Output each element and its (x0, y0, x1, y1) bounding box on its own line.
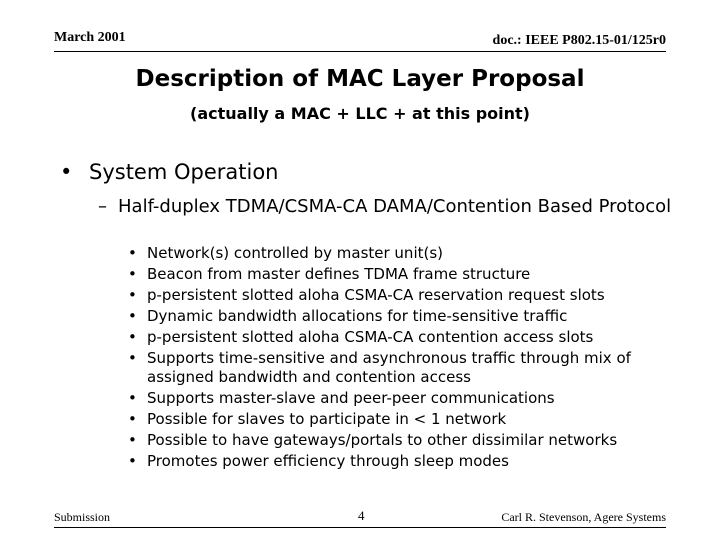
bullet-text: Promotes power efficiency through sleep modes (147, 452, 509, 470)
slide-subtitle: (actually a MAC + LLC + at this point) (190, 104, 530, 123)
header-rule (54, 51, 666, 52)
bullet-dot-icon: • (128, 286, 137, 304)
bullet-dot-icon: • (128, 328, 137, 346)
level1-text: System Operation (89, 160, 279, 184)
bullet-text: Beacon from master defines TDMA frame structure (147, 265, 531, 283)
bullet-text: Supports time-sensitive and asynchronous traffic through mix of assigned bandwidth and contention access (147, 349, 631, 386)
bullet-text: Possible to have gateways/portals to other dissimilar networks (147, 431, 618, 449)
slide-title: Description of MAC Layer Proposal (135, 66, 585, 92)
bullet-dot-icon: • (128, 307, 137, 325)
bullet-text: Possible for slaves to participate in < 1 network (147, 410, 507, 428)
list-item (128, 452, 688, 471)
bullet-text: Supports master-slave and peer-peer communications (147, 389, 555, 407)
bullet-dot-icon: • (128, 265, 137, 283)
list-item (128, 307, 688, 326)
footer-author: Carl R. Stevenson, Agere Systems (501, 510, 666, 524)
bullet-text: p-persistent slotted aloha CSMA-CA reservation request slots (147, 286, 605, 304)
page-number: 4 (358, 508, 365, 523)
level2-dash-icon: – (98, 196, 107, 217)
bullet-dot-icon: • (128, 244, 137, 262)
list-item (128, 286, 688, 305)
bullet-dot-icon: • (128, 410, 137, 428)
level2-text: Half-duplex TDMA/CSMA-CA DAMA/Contention Based Protocol (118, 196, 672, 217)
list-item (128, 431, 688, 450)
list-item (128, 389, 688, 408)
bullet-text: p-persistent slotted aloha CSMA-CA contention access slots (147, 328, 594, 346)
list-item (128, 349, 688, 387)
bullet-dot-icon: • (128, 452, 137, 470)
bullet-dot-icon: • (128, 349, 137, 367)
list-item (128, 265, 688, 284)
level1-bullet-icon: • (60, 160, 73, 184)
header-doc-id: doc.: IEEE P802.15-01/125r0 (492, 33, 666, 48)
footer-submission: Submission (54, 510, 111, 524)
bullet-list (128, 244, 688, 473)
list-item (128, 328, 688, 347)
list-item (128, 410, 688, 429)
list-item (128, 244, 688, 263)
bullet-text: Dynamic bandwidth allocations for time-sensitive traffic (147, 307, 568, 325)
bullet-dot-icon: • (128, 389, 137, 407)
bullet-dot-icon: • (128, 431, 137, 449)
footer-rule (54, 527, 666, 528)
bullet-text: Network(s) controlled by master unit(s) (147, 244, 444, 262)
header-date: March 2001 (54, 30, 126, 45)
